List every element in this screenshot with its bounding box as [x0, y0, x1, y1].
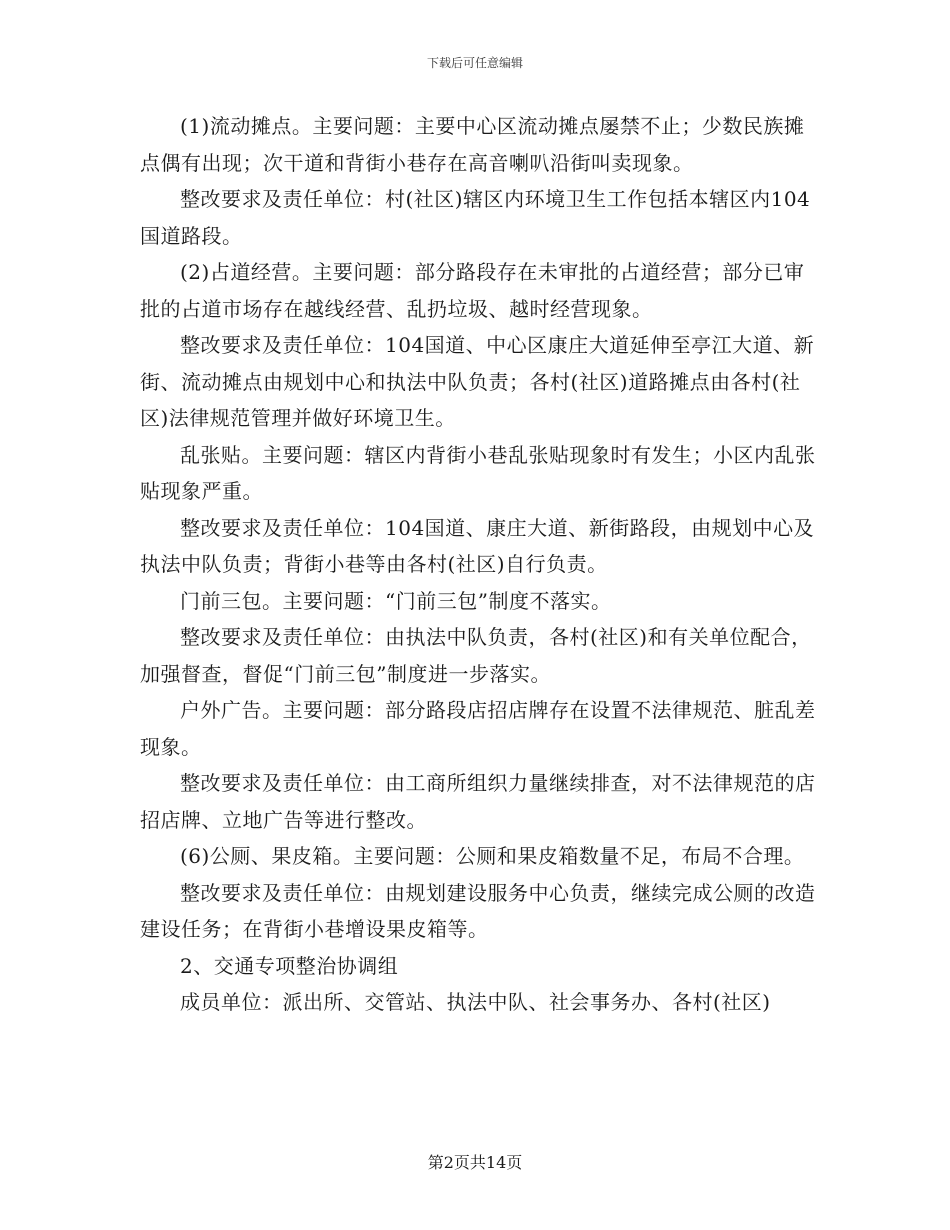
- paragraph: 乱张贴。主要问题：辖区内背街小巷乱张贴现象时有发生；小区内乱张贴现象严重。: [140, 442, 816, 503]
- paragraph: 整改要求及责任单位：104国道、康庄大道、新街路段，由规划中心及执法中队负责；背街小巷等由各村(社区)自行负责。: [140, 515, 815, 576]
- paragraph: 整改要求及责任单位：村(社区)辖区内环境卫生工作包括本辖区内104国道路段。: [140, 187, 811, 248]
- paragraph: 整改要求及责任单位：由规划建设服务中心负责，继续完成公厕的改造建设任务；在背街小巷增设果皮箱等。: [140, 880, 816, 941]
- page-number: 第2页共14页: [427, 1153, 523, 1172]
- page-header: 下载后可任意编辑: [426, 56, 523, 70]
- paragraph: (1)流动摊点。主要问题：主要中心区流动摊点屡禁不止；少数民族摊点偶有出现；次干道和背街小巷存在高音喇叭沿街叫卖现象。: [140, 114, 805, 175]
- document-body: [140, 108, 820, 1021]
- paragraph: 整改要求及责任单位：由执法中队负责，各村(社区)和有关单位配合，加强督查，督促“门前三包”制度进一步落实。: [140, 625, 812, 686]
- paragraph: 户外广告。主要问题：部分路段店招店牌存在设置不法律规范、脏乱差现象。: [140, 698, 816, 759]
- paragraph: 成员单位：派出所、交管站、执法中队、社会事务办、各村(社区): [180, 990, 771, 1014]
- paragraph: (6)公厕、果皮箱。主要问题：公厕和果皮箱数量不足，布局不合理。: [180, 844, 805, 868]
- paragraph: 整改要求及责任单位：104国道、中心区康庄大道延伸至亭江大道、新街、流动摊点由规划中心和执法中队负责；各村(社区)道路摊点由各村(社区)法律规范管理并做好环境卫生。: [140, 333, 815, 430]
- paragraph: (2)占道经营。主要问题：部分路段存在未审批的占道经营；部分已审批的占道市场存在越线经营、乱扔垃圾、越时经营现象。: [140, 260, 805, 321]
- paragraph: 门前三包。主要问题：“门前三包”制度不落实。: [180, 588, 612, 613]
- section-heading: 2、交通专项整治协调组: [180, 953, 399, 978]
- paragraph: 整改要求及责任单位：由工商所组织力量继续排查，对不法律规范的店招店牌、立地广告等进行整改。: [140, 771, 816, 832]
